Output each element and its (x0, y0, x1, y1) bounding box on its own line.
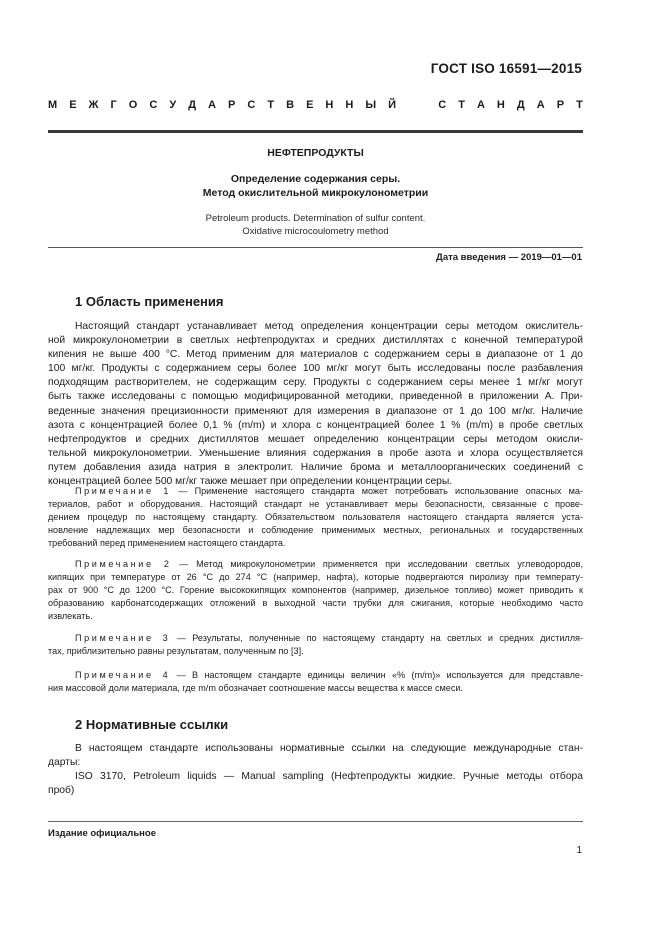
paragraph-line: быть также исследованы с помощью модифицированной методики, приведенной в приложении А. При- (48, 391, 583, 403)
note-line: образованию карбонатсодержащих отложений в выходной части трубки для сжигания, которые необходимо часто (48, 598, 583, 608)
banner-letter: В (286, 99, 295, 111)
banner-letter: Е (306, 99, 314, 111)
note-1 (48, 485, 583, 550)
banner-letter: Е (69, 99, 77, 111)
paragraph-line: ной микрокулонометрии в светлых нефтепродуктах и средних дистиллятах с конечной температурой (48, 335, 583, 347)
banner-letter: У (169, 99, 177, 111)
note-text: — В настоящем стандарте единицы величин «% (m/m)» используется для представле- (170, 670, 583, 680)
note-text: — Метод микрокулонометрии применяется при исследовании светлых углеводородов, (171, 559, 584, 569)
banner-letter: С (247, 99, 256, 111)
note-line: требований перед применением настоящего стандарта. (48, 538, 286, 548)
banner-letter: М (48, 99, 58, 111)
banner-letter: Ы (365, 99, 377, 111)
banner-letter: Т (576, 99, 583, 111)
banner-letter: С (438, 99, 447, 111)
document-title: НЕФТЕПРОДУКТЫ (267, 147, 364, 159)
banner-letter: С (149, 99, 158, 111)
note-line (48, 485, 583, 498)
paragraph-line: нефтепродуктов и средних дистиллятов мешает определению концентрации серы методом окисли- (48, 433, 583, 445)
paragraph-line: кипения не выше 400 °С. Метод применим для материалов с содержанием серы в диапазоне от 1 до (48, 349, 583, 361)
banner-letter: Р (556, 99, 565, 111)
section-1-heading: 1 Область применения (75, 294, 224, 309)
note-line (48, 558, 583, 571)
english-title (48, 212, 583, 238)
note-4 (48, 669, 583, 695)
section-2-line-1: В настоящем стандарте использованы нормативные ссылки на следующие международные стан- (75, 743, 583, 754)
banner-letter (408, 99, 411, 111)
banner-letter: А (476, 99, 485, 111)
english-title-line-2: Oxidative microcoulometry method (242, 226, 389, 237)
paragraph-line: подходящим растворителем, не содержащим серу. Продукты с содержанием серы менее 1 мг/кг могут (48, 377, 583, 389)
banner-letter: Т (458, 99, 465, 111)
title-divider (48, 247, 583, 248)
banner-letter: Д (516, 99, 525, 111)
banner-letter: А (536, 99, 545, 111)
paragraph-line: путем добавления азида натрия в электролит. Наличие брома и металлоорганических соединений с (48, 461, 583, 473)
banner-letter: Н (496, 99, 505, 111)
english-title-line-1: Petroleum products. Determination of sulfur content. (205, 213, 426, 224)
note-2 (48, 558, 583, 623)
note-label: Примечание 4 (75, 670, 171, 680)
banner-letter: Ж (88, 99, 99, 111)
section-2-heading: 2 Нормативные ссылки (75, 717, 229, 732)
header-divider (48, 130, 583, 133)
paragraph-line: Настоящий стандарт устанавливает метод определения концентрации серы методом окислитель- (75, 321, 583, 332)
note-line: ния массовой доли материала, где m/m обозначает соотношение массы вещества к массе смеси. (48, 683, 464, 693)
banner-letter: Н (325, 99, 334, 111)
page-number: 1 (576, 845, 582, 856)
note-line (48, 669, 583, 682)
note-line: извлекать. (48, 611, 93, 621)
subtitle-line-2: Метод окислительной микрокулонометрии (202, 187, 429, 199)
document-id: ГОСТ ISO 16591—2015 (430, 61, 582, 76)
note-line: териалов, работ и оборудования. Настоящий стандарт не устанавливает меры безопасности, связанные с прове- (48, 499, 583, 509)
note-label: Примечание 1 (75, 486, 172, 496)
note-3 (48, 632, 583, 658)
introduction-date: Дата введения — 2019—01—01 (436, 252, 582, 263)
document-subtitle (48, 172, 583, 200)
reference-line-1: ISO 3170, Petroleum liquids — Manual sampling (Нефтепродукты жидкие. Ручные методы отбора (75, 771, 583, 782)
interstate-standard-banner (48, 99, 583, 111)
banner-letter: Й (388, 99, 397, 111)
section-2-line-2: дарты: (48, 757, 81, 768)
banner-letter: Р (228, 99, 236, 111)
official-edition-label: Издание официальное (48, 828, 156, 839)
note-text: — Результаты, полученные по настоящему стандарту на светлых и средних дистилля- (170, 633, 584, 643)
note-label: Примечание 3 (75, 633, 171, 643)
paragraph-line: 100 мг/кг. Продукты с содержанием серы более 100 мг/кг могут быть исследованы после разбавления (48, 363, 583, 375)
note-text: — Применение настоящего стандарта может потребовать использование опасных ма- (171, 486, 583, 496)
note-line (48, 632, 583, 645)
banner-letter: О (128, 99, 138, 111)
banner-letter: Г (110, 99, 117, 111)
normative-reference (48, 770, 583, 798)
reference-line-2: проб) (48, 785, 75, 796)
banner-letter: Н (345, 99, 354, 111)
note-label: Примечание 2 (75, 559, 172, 569)
paragraph-line: азота с концентрацией более 0,1 % (m/m) и хлора с концентрацией более 1 % (m/m) в пробе светлых (48, 419, 583, 431)
footer-divider (48, 821, 583, 822)
section-1-paragraph (48, 320, 583, 489)
note-line: кипящих при температуре от 26 °С до 274 °С (например, нафта), которые подвергаются пиролизу при температу- (48, 572, 583, 582)
banner-letter: Д (188, 99, 197, 111)
subtitle-line-1: Определение содержания серы. (230, 173, 401, 185)
paragraph-line: концентрацией более 500 мг/кг также мешает при определении концентрации серы. (48, 476, 453, 488)
paragraph-line: веденные значения прецизионности применяют для измерения в диапазоне от 1 до 100 мг/кг. Наличие (48, 405, 583, 417)
note-line: рах от 900 °С до 1200 °С. Горение высококипящих компонентов (например, дизельное топливо) может приводить к (48, 585, 583, 595)
note-line: новление надлежащих мер безопасности и соблюдение применимых местных, региональных и государственных (48, 525, 583, 535)
note-line: тах, приблизительно равны результатам, полученным по [3]. (48, 646, 304, 656)
banner-letter: А (208, 99, 216, 111)
section-2-paragraph (48, 742, 583, 770)
paragraph-line: тельной микрокулонометрии. Уменьшение влияния содержания в пробе азота и хлора осуществляется (48, 447, 583, 459)
banner-letter (423, 99, 426, 111)
banner-letter: Т (267, 99, 275, 111)
note-line: дением процедур по настоящему стандарту. Обязательством пользователя настоящего стандарта является уста- (48, 512, 583, 522)
